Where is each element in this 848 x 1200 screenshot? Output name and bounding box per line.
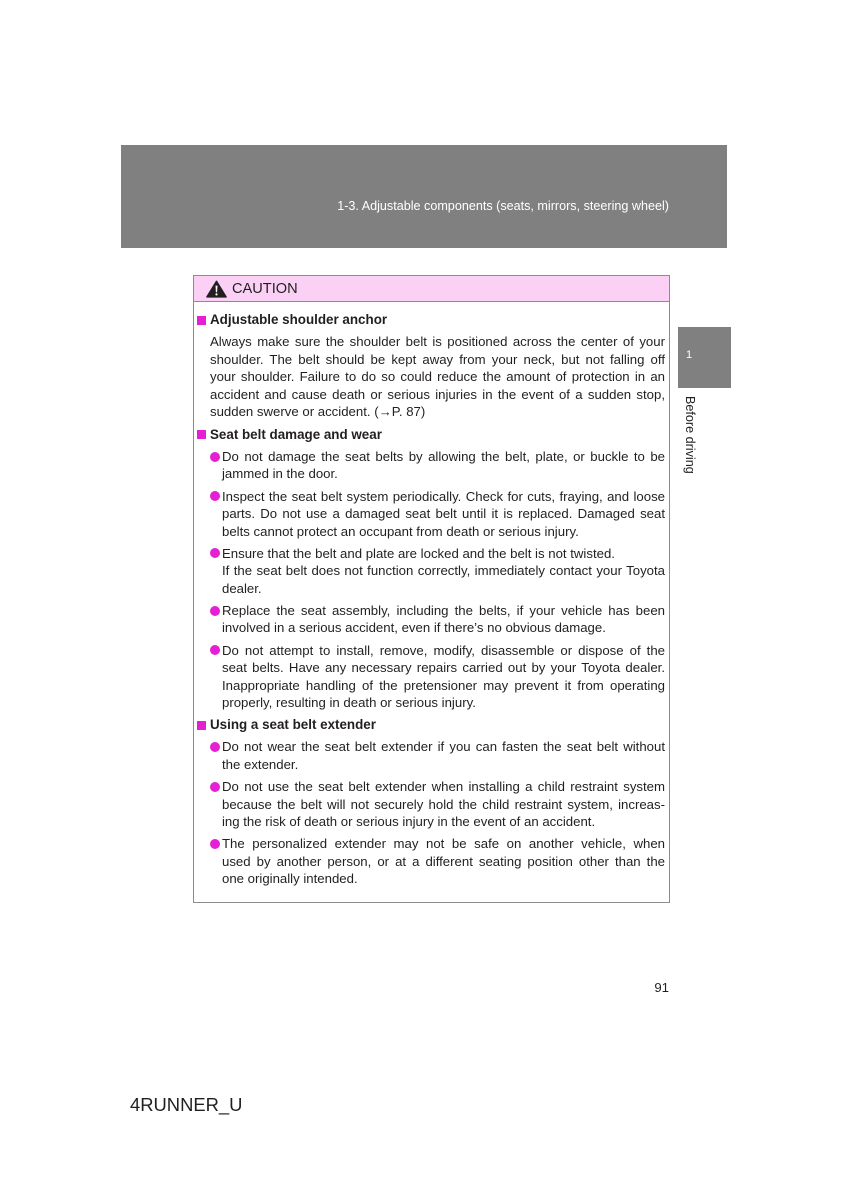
- text-line: Do not attempt to install, remove, modify, disassemble or dispose of the: [222, 642, 665, 658]
- text-line: Ensure that the belt and plate are locked and the belt is not twisted.: [222, 545, 615, 561]
- square-bullet-icon: [197, 430, 206, 439]
- section-heading-text: Adjustable shoulder anchor: [210, 312, 388, 328]
- section-heading: [210, 716, 665, 734]
- text-line: Do not damage the seat belts by allowing the belt, plate, or buckle to be: [222, 448, 665, 464]
- circle-bullet-icon: [210, 606, 220, 616]
- chapter-title: Before driving: [683, 396, 697, 474]
- circle-bullet-icon: [210, 742, 220, 752]
- bullet-item: [210, 835, 665, 888]
- text-line: one originally intended.: [222, 871, 358, 887]
- text-line: The personalized extender may not be safe on another vehicle, when: [222, 836, 665, 852]
- chapter-header-band: [121, 145, 727, 248]
- caution-header: [194, 276, 669, 302]
- square-bullet-icon: [197, 316, 206, 325]
- chapter-tab: [678, 327, 731, 388]
- text-line: Always make sure the shoulder belt is positioned across the center of your: [210, 334, 665, 350]
- warning-triangle-icon: [206, 280, 227, 298]
- bullet-item: [210, 488, 665, 541]
- circle-bullet-icon: [210, 645, 220, 655]
- square-bullet-icon: [197, 721, 206, 730]
- text-line: used by another person, or at a different seating position other than the: [222, 853, 665, 869]
- circle-bullet-icon: [210, 491, 220, 501]
- text-line: sudden swerve or accident. (→P. 87): [210, 404, 426, 420]
- circle-bullet-icon: [210, 839, 220, 849]
- circle-bullet-icon: [210, 548, 220, 558]
- paragraph: [210, 333, 665, 421]
- caution-label: CAUTION: [232, 280, 298, 297]
- text-line: belts cannot protect an occupant from death or serious injury.: [222, 523, 579, 539]
- bullet-item: [210, 602, 665, 637]
- text-line: seat belts. Have any necessary repairs carried out by your Toyota dealer.: [222, 660, 665, 676]
- bullet-item: [210, 642, 665, 712]
- text-line: Do not wear the seat belt extender if you can fasten the seat belt without: [222, 739, 665, 755]
- chapter-number: 1: [686, 349, 693, 361]
- text-line: Do not use the seat belt extender when installing a child restraint system: [222, 779, 665, 795]
- caution-body: [194, 302, 669, 902]
- text-line: because the belt will not securely hold the child restraint system, increas-: [222, 796, 665, 812]
- text-line: accident and cause death or serious injuries in the event of a sudden stop,: [210, 386, 665, 402]
- document-code: 4RUNNER_U: [130, 1094, 243, 1115]
- bullet-item: [210, 545, 665, 598]
- page-number: 91: [654, 980, 669, 995]
- section-title: 1-3. Adjustable components (seats, mirrors, steering wheel): [337, 199, 669, 213]
- text-line: jammed in the door.: [222, 466, 338, 482]
- section-heading-text: Using a seat belt extender: [210, 717, 376, 733]
- text-line: involved in a serious accident, even if there’s no obvious damage.: [222, 620, 606, 636]
- text-line: ing the risk of death or serious injury in the event of an accident.: [222, 814, 596, 830]
- section-heading-text: Seat belt damage and wear: [210, 426, 382, 442]
- section-heading: [210, 311, 665, 329]
- text-line: properly, resulting in death or serious injury.: [222, 695, 476, 711]
- text-line: parts. Do not use a damaged seat belt until it is replaced. Damaged seat: [222, 506, 665, 521]
- text-line: shoulder. The belt should be kept away from your neck, but not falling off: [210, 351, 665, 367]
- text-line: dealer.: [222, 580, 262, 596]
- bullet-item: [210, 448, 665, 483]
- text-line: Inspect the seat belt system periodically. Check for cuts, fraying, and loose: [222, 488, 665, 504]
- text-line: the extender.: [222, 756, 299, 772]
- circle-bullet-icon: [210, 452, 220, 462]
- section-heading: [210, 426, 665, 444]
- text-line: If the seat belt does not function correctly, immediately contact your Toyota: [222, 563, 665, 579]
- bullet-item: [210, 778, 665, 831]
- text-line: your shoulder. Failure to do so could reduce the amount of protection in an: [210, 369, 665, 385]
- text-line: Inappropriate handling of the pretensioner may prevent it from operating: [222, 677, 665, 693]
- caution-box: [193, 275, 670, 903]
- text-line: Replace the seat assembly, including the belts, if your vehicle has been: [222, 602, 665, 618]
- bullet-item: [210, 738, 665, 773]
- circle-bullet-icon: [210, 782, 220, 792]
